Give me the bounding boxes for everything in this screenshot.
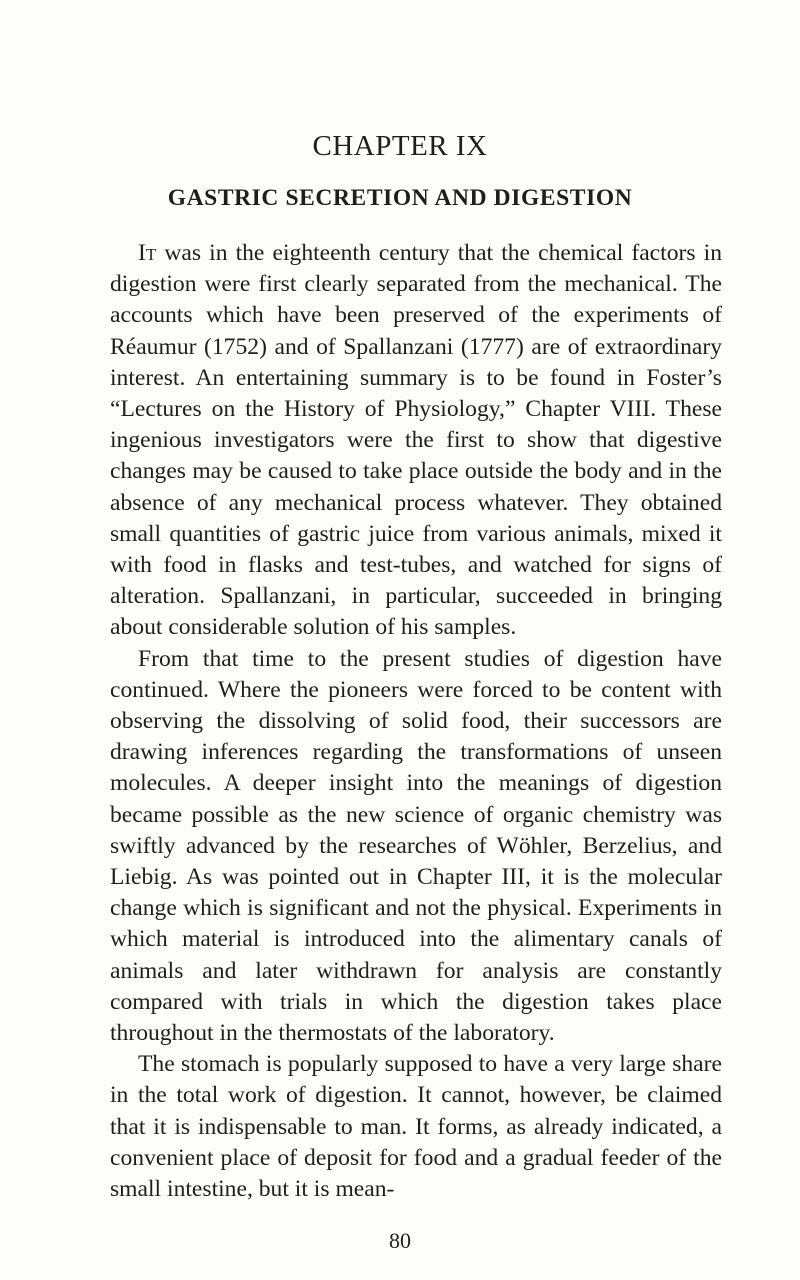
paragraph-text: From that time to the present studies of digestion have continued. Where the pioneers were forced to be content with observing the dissolving of solid food, their successors are drawing inferences regarding the transformations of unseen molecules. A deeper insight into the meanings of digestion became possible as the new science of organic chemistry was swiftly advanced by the researches of Wöhler, Berzelius, and Liebig. As was pointed out in Chapter III, it is the molecular change which is significant and not the physical. Experiments in which material is introduced into the alimentary canals of animals and later withdrawn for analysis are constantly compared with trials in which the digestion takes place throughout in the thermostats of the laboratory. bbox=[110, 645, 722, 1047]
page-number: 80 bbox=[389, 1228, 411, 1253]
body-text bbox=[110, 238, 722, 1205]
paragraph-text: The stomach is popularly supposed to have a very large share in the total work of digestion. It cannot, however, be claimed that it is indispensable to man. It forms, as already indicated, a convenient place of deposit for food and a gradual feeder of the small intestine, but it is mean- bbox=[110, 1051, 722, 1203]
chapter-title: GASTRIC SECRETION AND DIGESTION bbox=[167, 185, 633, 211]
paragraph-lead-word: It bbox=[138, 240, 157, 266]
paragraph-2 bbox=[110, 644, 722, 1050]
paragraph-1 bbox=[110, 238, 722, 644]
paragraph-3 bbox=[110, 1049, 722, 1205]
paragraph-text: was in the eighteenth century that the chemical factors in digestion were first clearly separated from the mechanical. The accounts which have been preserved of the experiments of Réaumur (1752) and of Spallanzani (1777) are of extraordinary interest. An entertaining summary is to be found in Foster’s “Lectures on the History of Physiology,” Chapter VIII. These ingenious investigators were the first to show that digestive changes may be caused to take place outside the body and in the absence of any mechanical process whatever. They obtained small quantities of gastric juice from various animals, mixed it with food in flasks and test-tubes, and watched for signs of alteration. Spallanzani, in particular, succeeded in bringing about considerable solution of his samples. bbox=[110, 240, 722, 641]
chapter-heading: CHAPTER IX bbox=[312, 130, 488, 162]
